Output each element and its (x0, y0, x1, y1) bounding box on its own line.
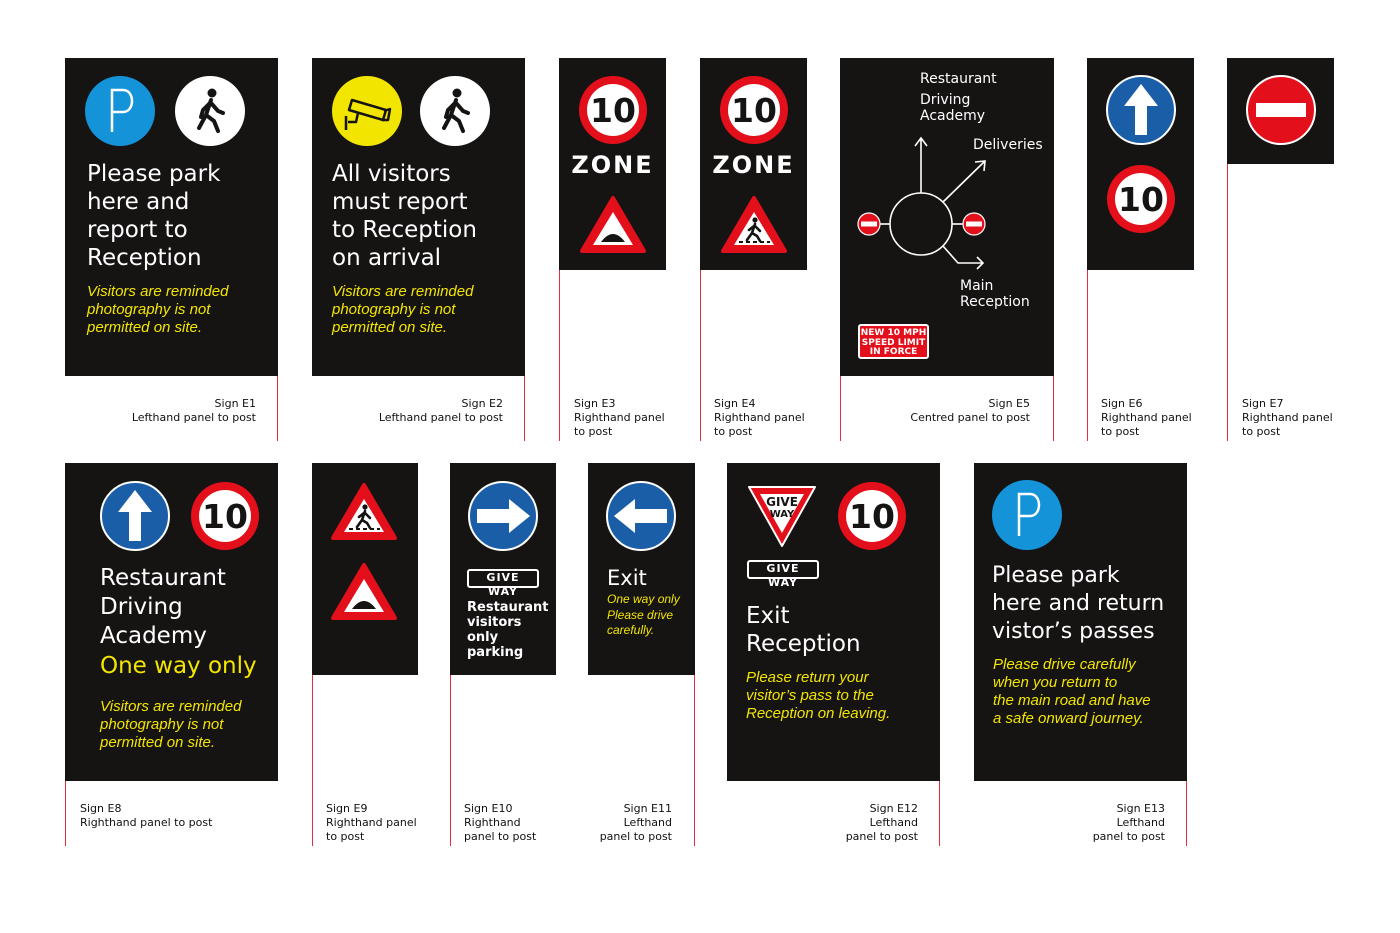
zone-label: ZONE (571, 151, 654, 179)
pedestrian-crossing-warning-icon (720, 194, 788, 254)
pedestrian-icon (420, 76, 490, 146)
sign-e2-title: All visitors must report to Reception on arrival (332, 161, 477, 271)
sign-e1-caption: Sign E1 Lefthand panel to post (131, 397, 256, 424)
ahead-only-icon (100, 481, 170, 551)
sign-e1-title: Please park here and report to Reception (87, 161, 221, 271)
give-way-icon (745, 483, 819, 549)
destination-main-reception: Main Reception (960, 278, 1030, 310)
sign-e8-note: Visitors are reminded photography is not permitted on site. (100, 698, 242, 751)
pedestrian-icon (175, 76, 245, 146)
sign-e9-panel (312, 463, 418, 675)
speed-hump-warning-icon (579, 194, 647, 254)
no-entry-icon (1246, 75, 1316, 145)
sign-e1-panel (65, 58, 278, 376)
sign-e7-panel (1227, 58, 1334, 164)
sign-e10-text: Restaurant visitors only parking (467, 600, 549, 660)
speed-limit-icon (719, 75, 789, 145)
sign-e2-note: Visitors are reminded photography is not permitted on site. (332, 283, 474, 336)
sign-e12-note: Please return your visitor’s pass to the Reception on leaving. (746, 669, 891, 722)
zone-label: ZONE (712, 151, 795, 179)
speed-limit-icon (1106, 164, 1176, 234)
sign-e8-title: Restaurant Driving Academy (100, 565, 226, 649)
speed-value: 10 (849, 497, 895, 536)
speed-limit-icon (837, 481, 907, 551)
speed-limit-icon (578, 75, 648, 145)
pedestrian-crossing-warning-icon (330, 481, 398, 541)
sign-e11-title: Exit (607, 566, 647, 590)
turn-right-icon (468, 481, 538, 551)
sign-e12-caption: Sign E12 Lefthand panel to post (845, 802, 918, 843)
sign-e5-caption: Sign E5 Centred panel to post (910, 397, 1030, 424)
sign-e11-panel (588, 463, 695, 675)
sign-e8-panel (65, 463, 278, 781)
speed-hump-warning-icon (330, 561, 398, 621)
sign-e13-panel (974, 463, 1187, 781)
sign-e5-panel (840, 58, 1054, 376)
sign-e3-panel (559, 58, 666, 270)
ahead-only-icon (1106, 75, 1176, 145)
destination-restaurant: Restaurant Driving Academy (920, 71, 997, 124)
sign-e10-caption: Sign E10 Righthand panel to post (464, 802, 537, 843)
sign-e3-caption: Sign E3 Righthand panel to post (574, 397, 665, 438)
speed-value: 10 (1118, 180, 1164, 219)
parking-icon (992, 480, 1062, 550)
no-entry-icon (858, 213, 880, 235)
parking-icon (85, 76, 155, 146)
sign-e13-title: Please park here and return vistor’s passes (992, 563, 1165, 644)
speed-value: 10 (590, 91, 636, 130)
sign-e8-caption: Sign E8 Righthand panel to post (80, 802, 213, 829)
speed-limit-notice: NEW 10 MPH SPEED LIMIT IN FORCE (858, 324, 929, 359)
sign-e2-caption: Sign E2 Lefthand panel to post (378, 397, 503, 424)
sign-e12-title: Exit Reception (746, 603, 861, 657)
sign-e9-caption: Sign E9 Righthand panel to post (326, 802, 417, 843)
sign-e8-highlight: One way only (100, 653, 257, 679)
sign-e10-panel (450, 463, 556, 675)
speed-limit-icon (190, 481, 260, 551)
sign-e7-caption: Sign E7 Righthand panel to post (1242, 397, 1333, 438)
sign-e6-caption: Sign E6 Righthand panel to post (1101, 397, 1192, 438)
speed-value: 10 (731, 91, 777, 130)
sign-e4-panel (700, 58, 807, 270)
give-way-plate: GIVE WAY (747, 560, 819, 579)
sign-e13-note: Please drive carefully when you return to the main road and have a safe onward journey. (993, 656, 1151, 727)
give-way-text: GIVE (766, 495, 798, 509)
sign-e12-panel (727, 463, 940, 781)
sign-e6-panel (1087, 58, 1194, 270)
sign-e1-note: Visitors are reminded photography is not permitted on site. (87, 283, 229, 336)
turn-left-icon (606, 481, 676, 551)
cctv-camera-icon (332, 76, 402, 146)
give-way-plate: GIVE WAY (467, 569, 539, 588)
sign-e11-note: One way only Please drive carefully. (607, 592, 680, 637)
speed-value: 10 (202, 497, 248, 536)
no-entry-icon (963, 213, 985, 235)
sign-e2-panel (312, 58, 525, 376)
destination-deliveries: Deliveries (973, 137, 1043, 153)
sign-e13-caption: Sign E13 Lefthand panel to post (1092, 802, 1165, 843)
give-way-text: WAY (769, 509, 795, 520)
sign-e4-caption: Sign E4 Righthand panel to post (714, 397, 805, 438)
roundabout-diagram-icon (840, 58, 1054, 318)
sign-e11-caption: Sign E11 Lefthand panel to post (599, 802, 672, 843)
